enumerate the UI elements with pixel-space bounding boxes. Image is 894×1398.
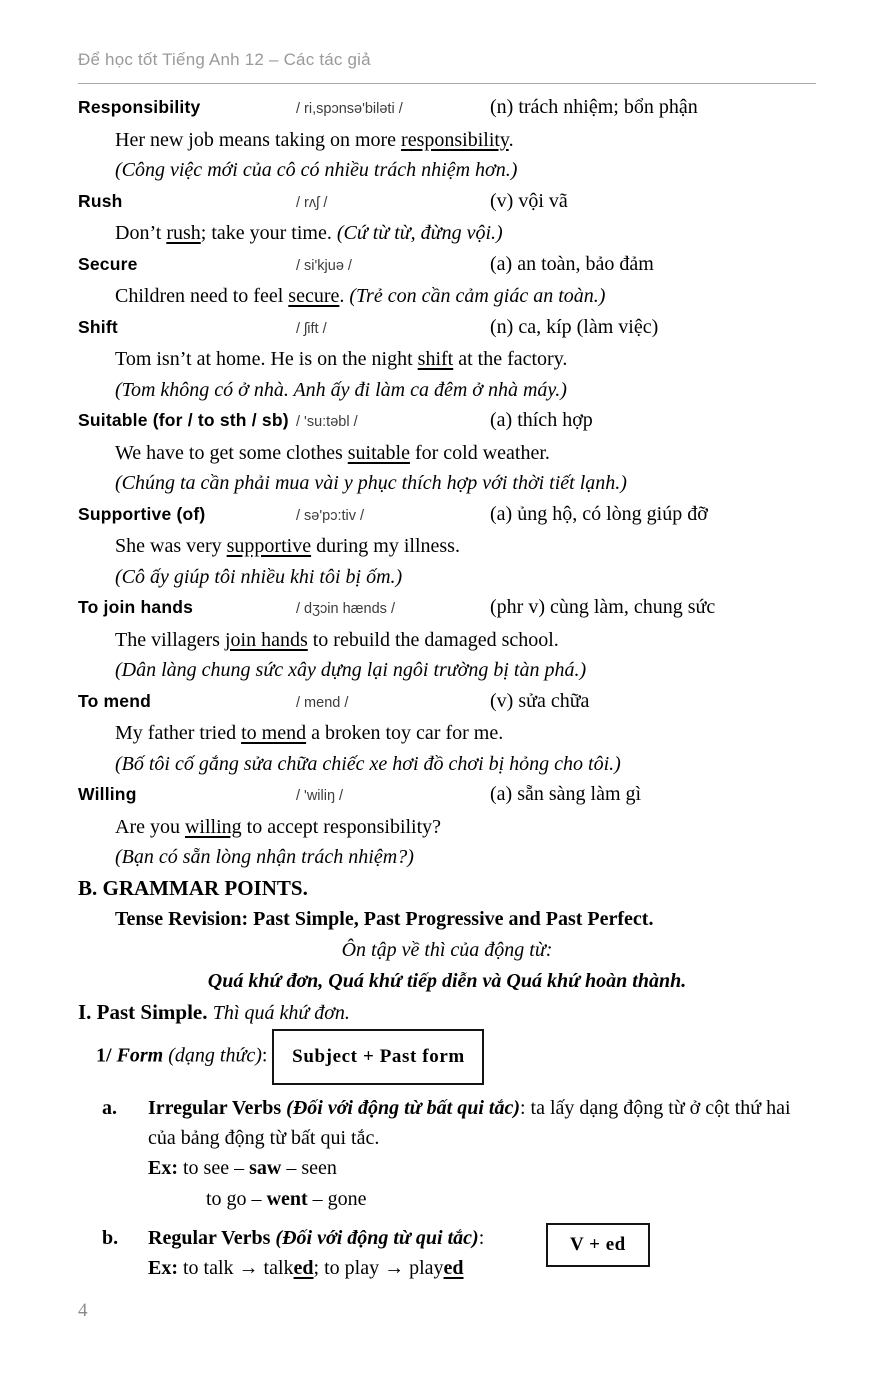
- ex-label: Ex:: [148, 1156, 183, 1179]
- vocab-pronunciation: / 'wiliŋ /: [296, 788, 344, 804]
- example-underlined-word: to mend: [241, 722, 307, 744]
- vocab-example: [115, 812, 816, 843]
- regular-verbs-colon: :: [478, 1226, 485, 1249]
- past-simple-heading-en: I. Past Simple.: [78, 999, 213, 1024]
- example-bold-word: went: [266, 1187, 308, 1210]
- form-number: 1/: [96, 1044, 117, 1067]
- document-page: [0, 50, 894, 1398]
- vocab-example: [115, 344, 816, 375]
- regular-verbs-title: Regular Verbs: [148, 1226, 276, 1249]
- past-simple-heading-vi: Thì quá khứ đơn.: [212, 1001, 350, 1024]
- example-text: Children need to feel: [115, 285, 289, 307]
- example-text: to go –: [206, 1187, 267, 1210]
- example-underlined-word: shift: [417, 348, 454, 370]
- vocab-meaning: (a) thích hợp: [490, 409, 593, 431]
- vocab-meaning: (v) vội vã: [490, 189, 568, 212]
- head-left: [78, 186, 490, 219]
- vocab-meaning: (n) trách nhiệm; bổn phận: [490, 96, 698, 118]
- right-arrow-icon: →: [384, 1256, 405, 1279]
- vocab-entry-head: [78, 499, 816, 532]
- vocab-entry: [78, 779, 816, 873]
- vocab-entry: [78, 686, 816, 780]
- vocab-entry-head: [78, 686, 816, 719]
- form-line: [96, 1029, 816, 1085]
- example-text: during my illness.: [311, 535, 460, 557]
- head-left: [78, 249, 490, 282]
- irregular-verbs-text: : ta lấy dạng động từ ở cột thứ hai của bảng động từ bất qui tắc.: [148, 1096, 791, 1149]
- v-ed-box: V + ed: [546, 1223, 650, 1267]
- vocab-translation: (Bạn có sẵn lòng nhận trách nhiệm?): [115, 846, 414, 868]
- vocab-word: To mend: [78, 690, 152, 711]
- vocab-translation: (Cô ấy giúp tôi nhiều khi tôi bị ốm.): [115, 565, 403, 588]
- vocab-meaning: (a) an toàn, bảo đảm: [490, 252, 654, 275]
- vocab-example: [115, 718, 816, 749]
- head-left: [78, 592, 490, 625]
- subject-past-form-box: Subject + Past form: [272, 1029, 484, 1085]
- example-underlined-suffix: ed: [443, 1256, 464, 1279]
- vocab-entry-head: [78, 249, 816, 282]
- vocab-translation: (Tom không có ở nhà. Anh ấy đi làm ca đêm ở nhà máy.): [115, 378, 567, 401]
- example-text: to rebuild the damaged school.: [307, 628, 559, 651]
- vocab-translation: (Bố tôi cố gắng sửa chữa chiếc xe hơi đồ chơi bị hỏng cho tôi.): [115, 752, 621, 775]
- vocab-translation: (Chúng ta cần phải mua vài y phục thích hợp với thời tiết lạnh.): [115, 472, 627, 494]
- example-text: Her new job means taking on more: [115, 128, 402, 151]
- grammar-subtitle-vi-bold: Quá khứ đơn, Quá khứ tiếp diễn và Quá khứ hoàn thành.: [207, 969, 687, 992]
- vocab-translation: (Dân làng chung sức xây dựng lại ngôi trường bị tàn phá.): [115, 659, 587, 681]
- example-underlined-word: suitable: [347, 441, 410, 464]
- head-left: [78, 405, 490, 438]
- vocab-example: [115, 625, 816, 656]
- vocab-meaning: (v) sửa chữa: [490, 689, 590, 712]
- form-colon: :: [261, 1044, 268, 1067]
- regular-verbs-item: [78, 1223, 816, 1253]
- example-text: Don’t: [115, 222, 167, 244]
- ex-label: Ex:: [148, 1256, 183, 1279]
- grammar-section: [78, 873, 816, 1284]
- example-underlined-word: responsibility: [401, 128, 509, 151]
- vocab-entry-head: [78, 186, 816, 219]
- vocab-pronunciation: / ri,spɔnsə'biləti /: [296, 101, 403, 117]
- vocab-entry-head: [78, 312, 816, 345]
- example-underlined-word: rush: [166, 222, 201, 244]
- vocab-pronunciation: / si'kjuə /: [296, 257, 352, 274]
- tense-revision-title: Tense Revision: Past Simple, Past Progressive and Past Perfect.: [115, 907, 654, 930]
- irregular-verbs-title: Irregular Verbs: [148, 1096, 287, 1119]
- vocab-example: [115, 438, 816, 469]
- vocab-example: [115, 531, 816, 562]
- example-bold-word: saw: [249, 1156, 282, 1179]
- vocab-word: To join hands: [78, 597, 194, 617]
- form-label: Form: [116, 1044, 164, 1067]
- vocab-entry: [78, 92, 816, 186]
- vocab-example: [115, 125, 816, 156]
- example-text: .: [339, 285, 350, 307]
- list-marker-a: a.: [102, 1096, 117, 1119]
- vocab-translation: (Công việc mới của cô có nhiều trách nhiệm hơn.): [115, 159, 518, 181]
- grammar-section-heading: B. GRAMMAR POINTS.: [78, 875, 308, 900]
- vocab-example: [115, 218, 816, 249]
- vocab-entry: [78, 312, 816, 406]
- vocab-inline-translation: (Trẻ con cần cảm giác an toàn.): [349, 285, 606, 307]
- vocab-pronunciation: / sə'pɔ:tiv /: [296, 507, 365, 524]
- example-text: My father tried: [115, 722, 242, 744]
- example-text: to talk: [183, 1256, 239, 1279]
- vocab-word: Secure: [78, 253, 138, 274]
- head-left: [78, 92, 490, 125]
- example-text: The villagers: [115, 628, 225, 651]
- vocab-pronunciation: / ʃift /: [296, 320, 327, 337]
- example-text: to see –: [183, 1156, 250, 1179]
- vocab-word: Suitable (for / to sth / sb): [78, 410, 289, 430]
- example-underlined-word: join hands: [224, 628, 308, 651]
- form-paren: (dạng thức): [163, 1044, 262, 1067]
- example-line: [148, 1153, 816, 1184]
- example-underlined-suffix: ed: [293, 1256, 314, 1279]
- example-text: ; to play: [313, 1256, 385, 1279]
- example-text: Are you: [115, 815, 185, 838]
- head-left: [78, 312, 490, 345]
- vocab-entry: [78, 592, 816, 686]
- vocab-entry-head: [78, 405, 816, 438]
- grammar-subtitle-vi: Ôn tập về thì của động từ:: [341, 938, 553, 961]
- regular-verbs-block: [78, 1223, 816, 1284]
- vocab-example: [115, 281, 816, 312]
- vocab-pronunciation: / 'su:təbl /: [296, 414, 358, 430]
- vocab-entry-head: [78, 592, 816, 625]
- head-left: [78, 499, 490, 532]
- example-text: for cold weather.: [409, 441, 550, 464]
- list-marker-b: b.: [102, 1226, 119, 1249]
- vocabulary-list: [78, 92, 816, 873]
- example-line: [206, 1184, 816, 1215]
- example-text: Tom isn’t at home. He is on the night: [115, 348, 418, 370]
- vocab-meaning: (a) ủng hộ, có lòng giúp đỡ: [490, 502, 708, 525]
- head-left: [78, 686, 490, 719]
- right-arrow-icon: →: [238, 1256, 259, 1279]
- vocab-entry: [78, 249, 816, 312]
- example-text: at the factory.: [453, 348, 568, 370]
- vocab-entry: [78, 405, 816, 499]
- vocab-entry-head: [78, 92, 816, 125]
- example-text: a broken toy car for me.: [306, 722, 504, 744]
- regular-verbs-paren: (Đối với động từ qui tắc): [275, 1226, 479, 1249]
- irregular-verbs-paren: (Đối với động từ bất qui tắc): [286, 1096, 520, 1119]
- example-text: – gone: [307, 1187, 367, 1210]
- example-underlined-word: supportive: [226, 535, 312, 557]
- example-underlined-word: willing: [184, 815, 242, 838]
- vocab-word: Willing: [78, 784, 137, 804]
- vocab-meaning: (n) ca, kíp (làm việc): [490, 315, 659, 338]
- vocab-entry: [78, 186, 816, 249]
- example-text: She was very: [115, 535, 227, 557]
- vocab-word: Supportive (of): [78, 503, 206, 524]
- vocab-word: Shift: [78, 316, 118, 337]
- vocab-entry: [78, 499, 816, 593]
- vocab-word: Rush: [78, 190, 123, 211]
- example-text: play: [404, 1256, 444, 1279]
- header-divider: [78, 83, 816, 84]
- example-text: – seen: [281, 1156, 337, 1179]
- vocab-pronunciation: / dʒɔin hænds /: [296, 601, 395, 617]
- vocab-entry-head: [78, 779, 816, 812]
- book-header: Để học tốt Tiếng Anh 12 – Các tác giả: [78, 50, 371, 69]
- vocab-pronunciation: / mend /: [296, 694, 349, 711]
- vocab-meaning: (phr v) cùng làm, chung sức: [490, 596, 716, 618]
- page-number: 4: [78, 1300, 88, 1321]
- example-text: to accept responsibility?: [241, 815, 442, 838]
- head-left: [78, 779, 490, 812]
- vocab-inline-translation: (Cứ từ từ, đừng vội.): [336, 222, 503, 244]
- example-line: [148, 1253, 816, 1284]
- vocab-word: Responsibility: [78, 97, 201, 117]
- example-underlined-word: secure: [288, 285, 340, 307]
- example-text: talk: [258, 1256, 294, 1279]
- example-text: We have to get some clothes: [115, 441, 348, 464]
- example-text: ; take your time.: [200, 222, 337, 244]
- past-simple-heading: [78, 997, 816, 1029]
- irregular-verbs-item: [78, 1093, 816, 1153]
- vocab-meaning: (a) sẵn sàng làm gì: [490, 783, 642, 805]
- example-text: .: [508, 128, 514, 151]
- vocab-pronunciation: / rʌʃ /: [296, 194, 328, 211]
